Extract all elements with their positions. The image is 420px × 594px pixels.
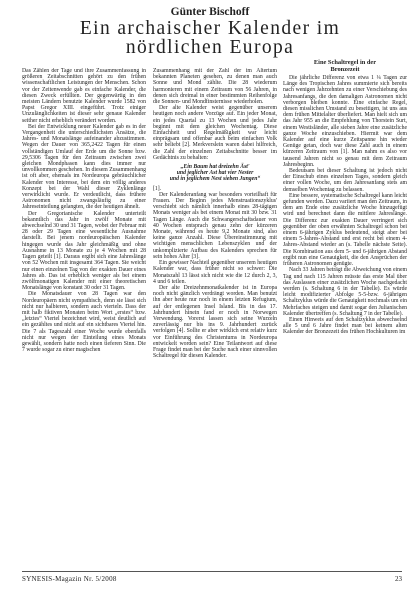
article-title-line-1: Ein archaischer Kalender im (79, 18, 341, 39)
footer-publication: SYNESIS-Magazin Nr. 5/2008 (22, 575, 117, 583)
paragraph: Der alte Dreizehnmonatkalender ist in Europa noch nicht gänzlich verdrängt worden. Man benutzt ihn aber heute nur noch in einem letzten Refugium, auf der entlegenen Insel Island. Bis in das 17. Jahrhundert hinein fand er noch in Norwegen Verwendung. Vorerst lassen sich seine Wurzeln zuverlässig nur bis ins 9. Jahrhundert zurück verfolgen [4]. Sollte er aber wirklich erst relativ kurz vor Einführung des Christentums in Nordeuropa entwickelt worden sein? Eine Teilantwort auf diese Frage findet man bei der Suche nach einer sinnvollen Schaltregel für diesen Kalender. (153, 284, 277, 360)
paragraph: Der alte Kalender weist gegenüber unserem heutigen noch andere Vorzüge auf. Ein jeder Monat, ein jedes Quartal zu 13 Wochen und jedes Jahr beginnt mit dem gleichen Wochentag. Diese Einfachheit und Regelmäßigkeit war leicht einprägsam und offenbar auch beim einfachen Volk sehr beliebt [2]. Merkverslein waren dabei hilfreich, die Zahl der einzelnen Zeitabschnitte besser im Gedächtnis zu behalten: (153, 105, 277, 161)
text-column-3 (283, 59, 407, 564)
page-number: 23 (395, 575, 402, 583)
verse-quote (153, 164, 277, 183)
paragraph: Das Zählen der Tage und ihre Zusammenfassung in größeren Zeitabschnitten gehört zu den frühen wissenschaftlichen Leistungen der Menschen. Schon vor der Zeitenwende gab es einfache Kalender, die diesen Zweck erfüllten. Der gegenwärtig in den meisten Ländern benutzte Kalender wurde 1582 von Papst Gregor XIII. eingeführt. Trotz einiger Unzulänglichkeiten ist dieser sehr genaue Kalender seither nicht erheblich verändert worden. (22, 68, 146, 124)
verse-line: „Ein Baum hat dreizehn Äst' (180, 164, 250, 171)
article-author: Günter Bischoff (170, 6, 250, 18)
article-title-line-2: nördlichen Europa (125, 37, 295, 58)
paragraph: Bei der Entwicklung neuer Kalender gab es in der Vergangenheit die unterschiedlichsten Ansätze, die Jahres- und Monatslänge aufeinander abzustimmen. Wegen der Dauer von 365,2422 Tagen für einen vollständigen Umlauf der Erde um die Sonne bzw. 29,5306 Tagen für den Zeitraum zwischen zwei gleichen Mondphasen kann dies immer nur unvollkommen geschehen. In diesem Zusammenhang ist oft aber, ehemals im Nordeuropa gebräuchlicher Kalender von Interesse, bei dem ein völlig anderes Konzept bei der Wahl dieser Zyklenlänge verwirklicht wurde. Er verdeutlicht, dass frühere Astronomen nicht zwangsläufig zu einer Jahreseinteilung gelangten, die der heutigen ähnelt. (22, 123, 146, 211)
paragraph: Zusammenhang mit der Zahl der im Altertum bekannten Planeten gesehen, zu denen man auch Sonne und Mond zählte. Die 28 wiederum harmonieren mit einem Zeitraum von 56 Jahren, in denen sich dreimal in einer bestimmten Reihenfolge die Sonnen- und Mondfinsternisse wiederholen. (153, 68, 277, 106)
text-column-1 (22, 68, 146, 564)
paragraph: Der Gregorianische Kalender unterteilt bekanntlich das Jahr in zwölf Monate mit abwechselnd 30 und 31 Tagen, wobei der Februar mit 28 oder 29 Tagen eine wesentliche Ausnahme darstellt. Bei jenem nordeuropäischen Kalender hingegen wurde das Jahr gleichmäßig und ohne Ausnahme in 13 Monate zu je 4 Wochen mit 28 Tagen geteilt [1]. Daraus ergibt sich eine Jahreslänge von 52 Wochen mit insgesamt 364 Tagen. Sie weicht nur einen einzelnen Tag von der exakten Dauer eines Jahres ab. Das ist erheblich weniger als bei einem zwölfmonatigen Kalender mit einer theoretischen Monatslänge von konstant 30 oder 31 Tagen. (22, 210, 146, 292)
text-column-2 (153, 68, 277, 564)
section-heading-line-1: Eine Schaltregel in der (313, 59, 377, 66)
article-title (0, 19, 420, 57)
paragraph: [1]. (153, 185, 162, 192)
paragraph: Die Monatsdauer von 28 Tagen war den Nordeuropäern nicht sympathisch, denn sie lässt sich nicht nur halbieren, sondern auch vierteln. Dass der mit halb fiktiven Monaten beim Wort „erstes“ bzw. „letztes“ Viertel bezeichnet wird, weist deutlich auf ein gezähltes und nicht auf ein sichtbares Viertel hin. Die 7 als Tageszahl einer Woche wurde ebenfalls nicht nur wegen der Einteilung eines Monats gewählt, sondern hatte noch einen tieferen Sinn. Die 7 wurde sogar zu einer magischen (22, 291, 146, 354)
footer-rule (22, 571, 402, 572)
paragraph: Eine bessere, systematische Schaltregel kann leicht gefunden werden. Dazu variiert man den Zeitraum, in dem am Ende eine zusätzliche Woche hinzugefügt wird und berechnet dann die mittlere Jahreslänge. Die Differenz zur exakten Dauer verringert sich gegenüber der oben erwähnten Schaltregel schon bei einem 6-jährigen Zyklus bedeutend, steigt aber bei einem 5-Jahres-Abstand und erst recht bei einem 4-Jahres-Abstand wieder an (s. Tabelle nächste Seite). Die Kombination aus dem 5- und 6-jährigen Abstand ergibt nun eine Genauigkeit, die den Ansprüchen der früheren Astronomen genügte. (283, 192, 407, 268)
section-heading-line-2: Bronzezeit (330, 66, 360, 73)
paragraph: Nach 33 Jahren beträgt die Abweichung von einem Tag und nach 115 Jahren müsste das erste Mal über das Auslassen einer zusätzlichen Woche nachgedacht werden (s. Schaltung 6 in der Tabelle). Es würde leicht modifizierter Abfolge 5-5-bzw. 6-jährigen Schaltzyklus würde die Genauigkeit nochmals um ein Mehrfaches steigen und damit sogar den Julianischen Kalender übertreffen (s. Schaltung 7 in der Tabelle). (283, 267, 407, 317)
paragraph: Einen Hinweis auf den Schaltzyklus abwechselnd alle 5 und 6 Jahre findet man bei keinem alten Kalender der Bronzezeit des frühen Hochkulturen im (283, 316, 407, 336)
paragraph: Die jährliche Differenz von etwa 1 ¼ Tagen zur Länge des Tropischen Jahres summierte sich bereits nach wenigen Jahrzehnten zu einer Verschiebung des Jahresanfangs, die den damaligen Astronomen nicht verborgen bleiben konnte. Eine einfache Regel, diesen misslichen Umstand zu beseitigen, ist uns aus dem frühen Mittelalter überliefert. Man hielt sich um das Jahr 955 an die Empfehlung von Thorstein Surt, einem Westisländer, alle sieben Jahre eine zusätzliche ganze Woche einzuschieben. Hiermit war dem Kalender auf eine kurze Zeitspanne hin wieder Genüge getan, doch war diese Zahl auch in einem kürzeren Zeitraum von [1]. Man nahm es also vor tausend Jahren nicht so genau mit dem Zeitraum Jahresbeginn. (283, 75, 407, 168)
paragraph: Ein gewisser Nachteil gegenüber unserem heutigen Kalender war, dass früher nicht so schwer: Die Monatszahl 13 lässt sich nicht wie die 12 durch 2, 3, 4 und 6 teilen. (153, 260, 277, 285)
verse-line: und in jeglichem Nest sieben Jungen“ (169, 176, 261, 183)
paragraph: Der Kalenderanfang war besonders vorteilhaft für Frauen. Der Beginn jedes Menstruationszyklus' verschiebt sich nämlich innerhalb eines 28-tägigen Monats weniger als bei einem Monat mit 30 bzw. 31 Tagen Länge. Auch die Schwangerschaftsdauer von 40 Wochen entsprach genau zehn der kürzeren Monate, während es heute 9,2 Monate sind, also keine ganze Anzahl. Diese Übereinstimmung mit wichtigen menschlichen Lebenszyklen und der unkomplizierte Aufbau des Kalenders sprechen für sein hohes Alter [3]. (153, 191, 277, 260)
verse-line: und jeglicher Ast hat vier Nester (176, 170, 254, 177)
section-heading (283, 59, 407, 73)
paragraph: Bedeutsam bei dieser Schaltung ist jedoch nicht der Einschub eines einzelnen Tages, sondern gleich einer vollen Woche, um den Jahresanfang stets am demselben Wochentag zu belassen. (283, 168, 407, 193)
